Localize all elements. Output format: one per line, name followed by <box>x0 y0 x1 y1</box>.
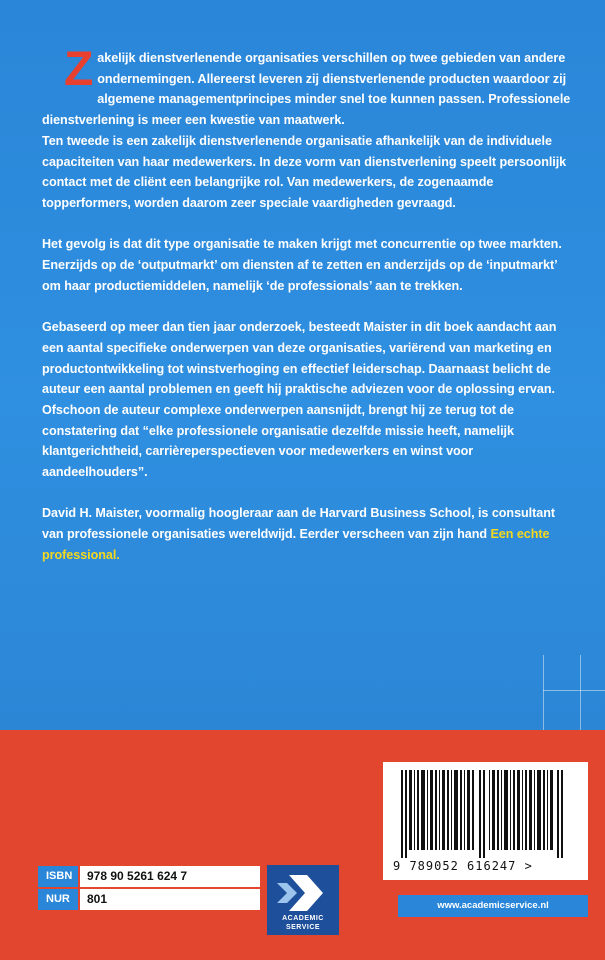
nur-value: 801 <box>80 889 260 910</box>
grid-line <box>543 655 544 730</box>
book-info-table <box>38 866 260 912</box>
author-bio-text: David H. Maister, voormalig hoogleraar aan de Harvard Business School, is consultant van professionele organisaties wereldwijd. Eerder verscheen van zijn hand <box>42 506 555 542</box>
blurb-paragraph-5: Ofschoon de auteur complexe onderwerpen aansnijdt, brengt hij ze terug tot de constatering dat “elke professionele organisatie dezelfde missie heeft, namelijk klantgerichtheid, carrièreperspectieven voor medewerkers en winst voor aandeelhouders”. <box>42 402 514 480</box>
barcode-bars <box>401 770 571 858</box>
barcode-digits <box>393 859 588 873</box>
author-bio <box>42 503 577 565</box>
publisher-logo <box>267 865 339 935</box>
publisher-name-line2: SERVICE <box>285 924 321 931</box>
chevron-logo-icon <box>267 869 339 917</box>
nur-label: NUR <box>38 889 78 910</box>
related-book-title: Een echte professional. <box>42 527 550 562</box>
isbn-value: 978 90 5261 624 7 <box>80 866 260 887</box>
grid-line <box>543 690 605 691</box>
blurb-paragraph-1 <box>42 43 577 131</box>
blurb-paragraph-4: Gebaseerd op meer dan tien jaar onderzoek, besteedt Maister in dit boek aandacht aan een aantal specifieke onderwerpen van deze organisaties, variërend van marketing en productontwikkeling tot winstverhoging en effectief leiderschap. Daarnaast belicht de auteur een aantal problemen en geeft hij praktische adviezen voor de oplossing ervan. <box>42 320 557 397</box>
barcode-number: 9 789052 616247 <box>393 859 517 873</box>
grid-line <box>580 655 581 730</box>
barcode-arrow: > <box>524 859 533 873</box>
publisher-url[interactable]: www.academicservice.nl <box>398 895 588 917</box>
drop-cap: Z <box>64 43 94 96</box>
nur-row <box>38 889 260 910</box>
isbn-label: ISBN <box>38 866 78 887</box>
blurb-text <box>42 43 577 566</box>
blurb-paragraph-3: Het gevolg is dat dit type organisatie te maken krijgt met concurrentie op twee markten. Enerzijds op de ‘outputmarkt’ om diensten af te zetten en anderzijds op de ‘inputmarkt’ om haar productiemiddelen, namelijk ‘de professionals’ aan te trekken. <box>42 237 562 293</box>
blurb-paragraph-2: Ten tweede is een zakelijk dienstverlenende organisatie afhankelijk van de individuele capaciteiten van haar medewerkers. In deze vorm van dienstverlening speelt persoonlijk contact met de cliënt een belangrijke rol. Van medewerkers, de zogenaamde topperformers, worden daarom zeer speciale vaardigheden gevraagd. <box>42 133 567 210</box>
publisher-name-line1: ACADEMIC <box>282 915 324 922</box>
barcode <box>383 762 588 880</box>
isbn-row <box>38 866 260 887</box>
blurb-paragraph-1-text: akelijk dienstverlenende organisaties verschillen op twee gebieden van andere ondernemingen. Allereerst leveren zij dienstverlenende producten waardoor zij algemene managementprincipes minder snel toe kunnen passen. Professionele dienstverlening is meer een kwestie van maatwerk. <box>42 51 571 128</box>
